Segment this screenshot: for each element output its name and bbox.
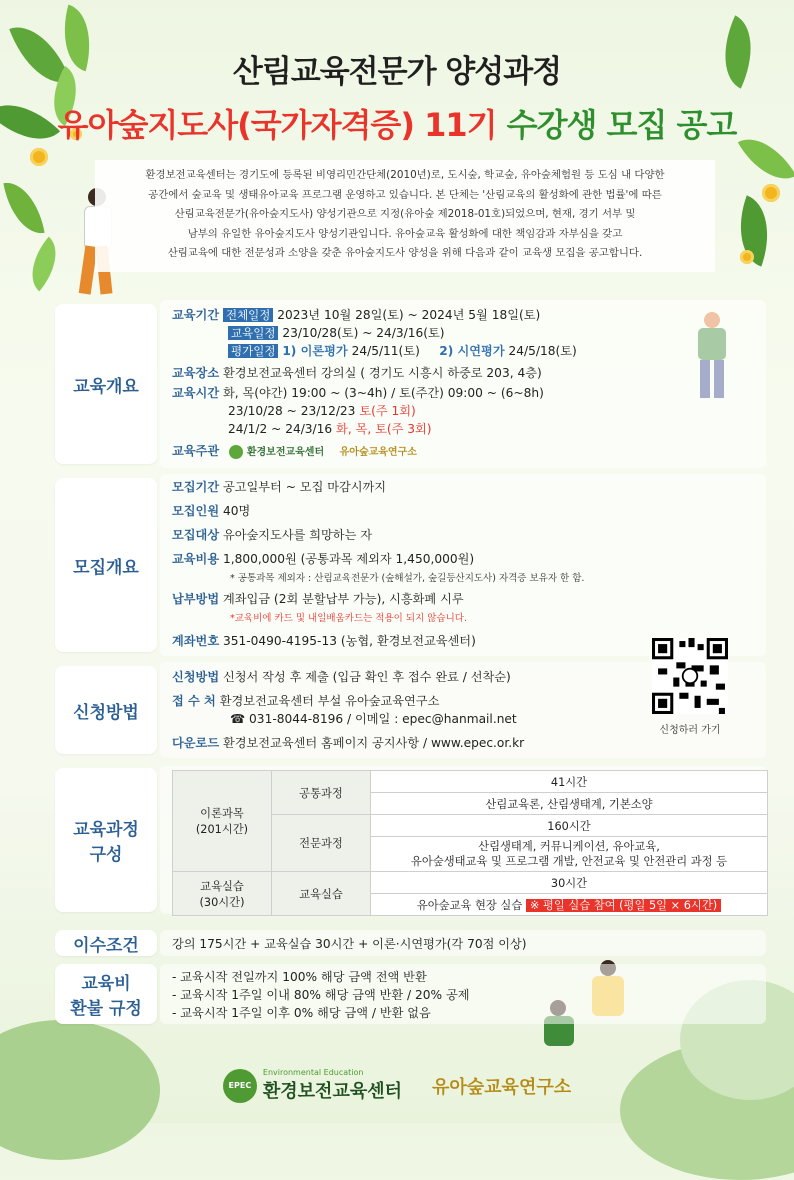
row-time [172, 384, 544, 401]
fee-value: 1,800,000원 (공통과목 제외자 1,450,000원) [222, 552, 475, 566]
section-label-recruit: 모집개요 [55, 478, 157, 652]
refund-item: - 교육시작 전일까지 100% 해당 금액 전액 반환 [172, 970, 427, 984]
tag-all-schedule: 전체일정 [223, 308, 273, 322]
tag-eval-schedule: 평가일정 [228, 344, 278, 358]
edu-schedule-value: 23/10/28(토) ~ 24/3/16(토) [282, 326, 445, 340]
account-value: 351-0490-4195-13 (농협, 환경보전교육센터) [222, 634, 476, 648]
practice-items-cell [371, 894, 768, 916]
row-recruit-period [172, 478, 386, 495]
table-row [173, 872, 768, 894]
row-time-range2 [228, 420, 432, 437]
eval-theory-key: 1) 이론평가 [282, 344, 348, 358]
tag-edu-schedule: 교육일정 [228, 326, 278, 340]
completion-text: 강의 175시간 + 교육실습 30시간 + 이론·시연평가(각 70점 이상) [172, 937, 527, 951]
time-range1: 23/10/28 ~ 23/12/23 [228, 404, 360, 418]
intro-line: 공간에서 숲교육 및 생태유아교육 프로그램 운영하고 있습니다. 본 단체는 '산림교육의 활성화에 관한 법률'에 따른 [148, 188, 662, 201]
intro-line: 산림교육전문가(유아숲지도사) 양성기관으로 지정(유아숲 제2018-01호)되었으며, 현재, 경기 서부 및 [174, 208, 636, 220]
section-label-refund: 교육비 환불 규정 [55, 964, 157, 1024]
curriculum-table [172, 770, 768, 916]
intro-line: 환경보전교육센터는 경기도에 등록된 비영리민간단체(2010년)로, 도시숲, 학교숲, 유아숲체험원 등 도심 내 다양한 [145, 169, 665, 181]
page-title-line1: 산림교육전문가 양성과정 [232, 54, 562, 90]
practice-hours-cell: 30시간 [371, 872, 768, 894]
eval-demo-key: 2) 시연평가 [439, 344, 505, 358]
title-highlight-green: 수강생 모집 공고 [506, 106, 737, 144]
key-fee: 교육비용 [172, 552, 220, 566]
host-org-b: 유아숲교육연구소 [339, 447, 417, 458]
recruit-count-value: 40명 [222, 504, 251, 518]
intro-line: 남부의 유일한 유아숲지도사 양성기관입니다. 유아숲교육 활성화에 대한 책임감과 자부심을 갖고 [187, 227, 623, 240]
host-logo-icon [229, 445, 243, 459]
refund-item: - 교육시작 1주일 이내 80% 해당 금액 반환 / 20% 공제 [172, 988, 470, 1002]
key-recruit-count: 모집인원 [172, 504, 220, 518]
major-items-line: 산림생태계, 커뮤니케이션, 유아교육, [478, 840, 660, 853]
epec-logo-icon: EPEC [223, 1069, 257, 1103]
section-label-overview: 교육개요 [55, 304, 157, 464]
row-recruit-count [172, 502, 250, 519]
row-period [172, 306, 540, 323]
row-edu-schedule [228, 324, 445, 341]
apply-office-value: 환경보전교육센터 부설 유아숲교육연구소 [219, 694, 440, 708]
footer-logos [0, 1068, 794, 1103]
major-hours-cell: 160시간 [371, 815, 768, 837]
fee-note: * 공통과목 제외자 : 산림교육전문가 (숲해설가, 숲길등산지도사) 자격증 보유자 한 함. [230, 573, 585, 584]
key-apply-office: 접 수 처 [172, 694, 216, 708]
key-recruit-period: 모집기간 [172, 480, 220, 494]
common-cell: 공통과정 [272, 771, 371, 815]
practice-sub-cell: 교육실습 [272, 872, 371, 916]
time-range2: 24/1/2 ~ 24/3/16 [228, 422, 337, 436]
apply-method-value: 신청서 작성 후 제출 (입금 확인 후 접수 완료 / 선착순) [222, 670, 511, 684]
table-row [173, 771, 768, 793]
theory-cell: 이론과목 (201시간) [173, 771, 272, 872]
row-account [172, 632, 476, 649]
payment-note: *교육비에 카드 및 내일배움카드는 적용이 되지 않습니다. [230, 613, 467, 624]
recruit-target-value: 유아숲지도사를 희망하는 자 [222, 528, 372, 542]
eval-demo-value: 24/5/18(토) [504, 344, 577, 358]
section-label-curriculum: 교육과정 구성 [55, 768, 157, 912]
payment-value: 계좌입금 (2회 분할납부 가능), 시흥화폐 시루 [222, 592, 464, 606]
time-range1-days: 토(주 1회) [359, 404, 416, 418]
row-place [172, 364, 542, 381]
host-org-a: 환경보전교육센터 [246, 447, 325, 458]
section-label-completion: 이수조건 [55, 930, 157, 956]
footer-org-b: 유아숲교육연구소 [432, 1076, 572, 1098]
major-cell: 전문과정 [272, 815, 371, 872]
eval-theory-value: 24/5/11(토) [347, 344, 420, 358]
footer-org-a-logo [223, 1068, 402, 1103]
common-items-cell: 산림교육론, 산림생태계, 기본소양 [371, 793, 768, 815]
key-place: 교육장소 [172, 366, 220, 380]
row-host [172, 442, 417, 459]
all-schedule-value: 2023년 10월 28일(토) ~ 2024년 5월 18일(토) [277, 308, 541, 322]
row-time-range1 [228, 402, 416, 419]
key-apply-method: 신청방법 [172, 670, 220, 684]
apply-qr-code[interactable] [652, 638, 728, 736]
row-recruit-target [172, 526, 372, 543]
practice-pill: ※ 평일 실습 참여 (평일 5일 × 6시간) [526, 899, 721, 912]
key-payment: 납부방법 [172, 592, 220, 606]
intro-paragraph [95, 160, 715, 272]
key-recruit-target: 모집대상 [172, 528, 220, 542]
row-eval-schedule [228, 342, 577, 359]
footer-org-a: 환경보전교육센터 [262, 1081, 402, 1102]
recruit-period-value: 공고일부터 ~ 모집 마감시까지 [222, 480, 387, 494]
footer-sub-en: Environmental Education [262, 1068, 364, 1077]
key-account: 계좌번호 [172, 634, 220, 648]
row-apply-method [172, 668, 511, 685]
title-highlight-red: 유아숲지도사(국가자격증) 11기 [57, 106, 497, 144]
apply-contact: ☎ 031-8044-8196 / 이메일 : epec@hanmail.net [230, 712, 517, 726]
practice-items: 유아숲교육 현장 실습 [416, 898, 526, 912]
row-download [172, 734, 524, 751]
major-items-cell [371, 837, 768, 872]
qr-code-icon [652, 638, 728, 714]
key-download: 다운로드 [172, 736, 220, 750]
row-apply-office [172, 692, 439, 709]
refund-item: - 교육시작 1주일 이후 0% 해당 금액 / 반환 없음 [172, 1006, 431, 1020]
qr-label: 신청하러 가기 [659, 725, 721, 736]
row-fee [172, 550, 474, 567]
intro-line: 산림교육에 대한 전문성과 소양을 갖춘 유아숲지도사 양성을 위해 다음과 같이 교육생 모집을 공고합니다. [167, 247, 643, 259]
major-items-line: 유아숲생태교육 및 프로그램 개발, 안전교육 및 안전관리 과정 등 [410, 855, 728, 868]
place-value: 환경보전교육센터 강의실 ( 경기도 시흥시 하중로 203, 4층) [222, 366, 542, 380]
practice-cell: 교육실습 (30시간) [173, 872, 272, 916]
row-payment [172, 590, 464, 607]
key-time: 교육시간 [172, 386, 220, 400]
page-title-line2 [0, 100, 794, 146]
download-value[interactable]: 환경보전교육센터 홈페이지 공지사항 / www.epec.or.kr [222, 736, 525, 750]
key-host: 교육주관 [172, 444, 220, 458]
key-period: 교육기간 [172, 308, 220, 322]
time-value: 화, 목(야간) 19:00 ~ (3~4h) / 토(주간) 09:00 ~ (6~8h) [222, 386, 544, 400]
section-label-apply: 신청방법 [55, 666, 157, 754]
common-hours-cell: 41시간 [371, 771, 768, 793]
time-range2-days: 화, 목, 토(주 3회) [336, 422, 432, 436]
